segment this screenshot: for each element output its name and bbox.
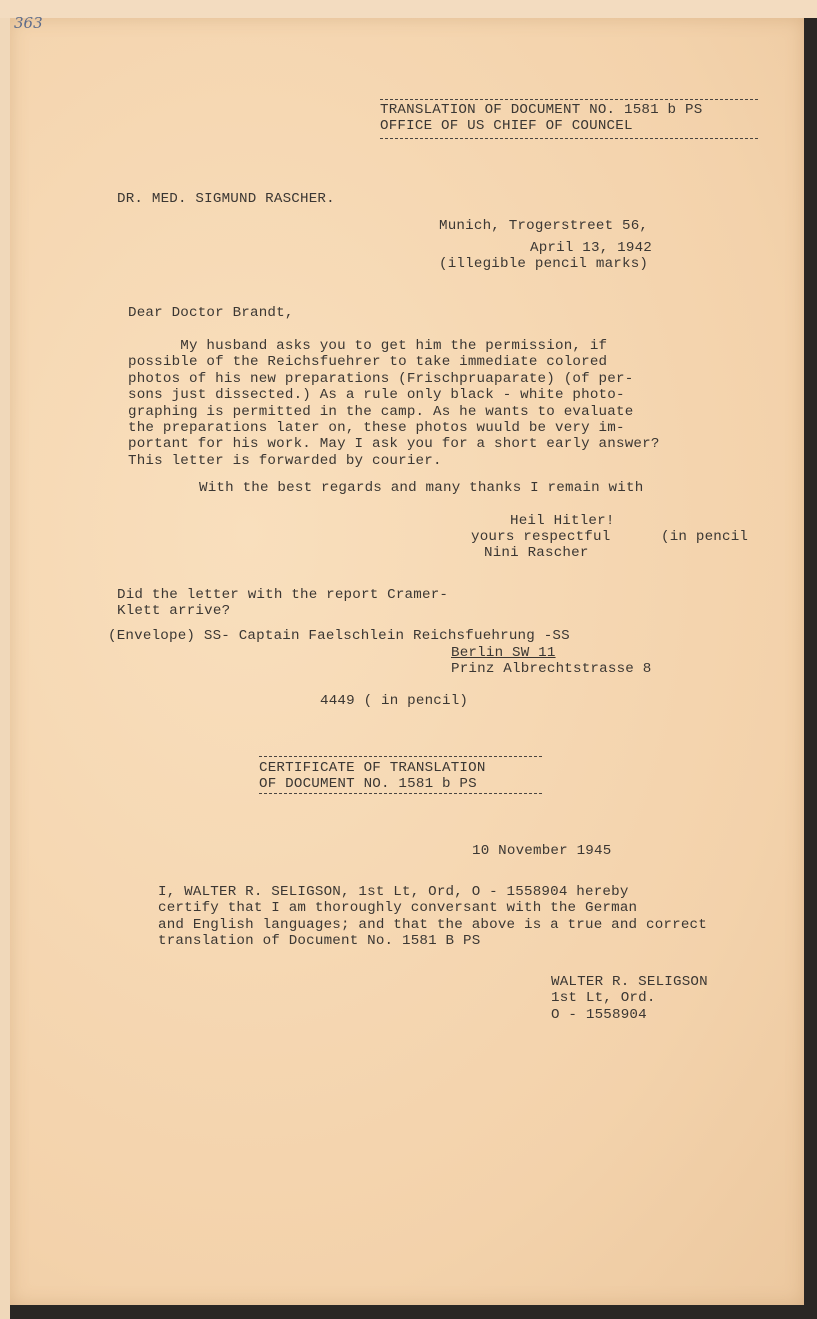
translator-signature xyxy=(551,974,708,1023)
envelope-street: Prinz Albrechtstrasse 8 xyxy=(451,661,652,677)
certificate-rule-top xyxy=(259,756,542,757)
document-page xyxy=(10,18,804,1305)
address-date: April 13, 1942 xyxy=(530,240,652,256)
certificate-title-line-1: CERTIFICATE OF TRANSLATION xyxy=(259,760,486,776)
scan-edge-top xyxy=(0,0,817,18)
letter-body xyxy=(128,338,660,469)
certificate-line: I, WALTER R. SELIGSON, 1st Lt, Ord, O - 1558904 hereby xyxy=(158,884,629,900)
signoff-pencil-note: (in pencil xyxy=(661,529,749,545)
body-line: portant for his work. May I ask you for a short early answer? xyxy=(128,436,660,453)
signoff-greeting: Heil Hitler! xyxy=(510,513,615,529)
translator-serial: O - 1558904 xyxy=(551,1006,647,1023)
body-line: photos of his new preparations (Frischpruaparate) (of per- xyxy=(128,370,634,387)
header-line-2: OFFICE OF US CHIEF OF COUNCEL xyxy=(380,118,633,135)
signoff-name: Nini Rascher xyxy=(484,545,589,561)
address-note: (illegible pencil marks) xyxy=(439,256,649,272)
closing-line: With the best regards and many thanks I remain with xyxy=(199,480,644,496)
translator-name: WALTER R. SELIGSON xyxy=(551,974,708,990)
postscript-line-1: Did the letter with the report Cramer- xyxy=(117,587,449,603)
certificate-title-line-2: OF DOCUMENT NO. 1581 b PS xyxy=(259,776,477,793)
body-line: the preparations later on, these photos wuuld be very im- xyxy=(128,420,625,437)
header-rule-bottom xyxy=(380,138,758,139)
body-line: sons just dissected.) As a rule only black - white photo- xyxy=(128,387,625,404)
body-line: My husband asks you to get him the permission, if xyxy=(128,338,608,354)
salutation: Dear Doctor Brandt, xyxy=(128,305,294,321)
body-line: This letter is forwarded by courier. xyxy=(128,452,442,469)
header-line-1: TRANSLATION OF DOCUMENT NO. 1581 b PS xyxy=(380,102,703,118)
scan-edge-left xyxy=(0,0,10,1319)
pencil-number: 4449 ( in pencil) xyxy=(320,693,469,709)
envelope-city: Berlin SW 11 xyxy=(451,645,556,661)
address-line-1: Munich, Trogerstreet 56, xyxy=(439,218,649,234)
page-number-pencil: 363 xyxy=(14,14,43,32)
certificate-line: certify that I am thoroughly conversant with the German xyxy=(158,900,638,917)
certificate-line: translation of Document No. 1581 B PS xyxy=(158,933,481,950)
certificate-rule-bottom xyxy=(259,793,542,794)
header-rule-top xyxy=(380,99,758,100)
postscript xyxy=(117,587,448,620)
certificate-date: 10 November 1945 xyxy=(472,843,612,859)
body-line: graphing is permitted in the camp. As he wants to evaluate xyxy=(128,403,634,420)
sender-name: DR. MED. SIGMUND RASCHER. xyxy=(117,191,335,207)
certificate-body xyxy=(158,884,707,950)
translator-rank: 1st Lt, Ord. xyxy=(551,990,656,1007)
envelope-line-1: (Envelope) SS- Captain Faelschlein Reichsfuehrung -SS xyxy=(108,628,570,644)
certificate-line: and English languages; and that the above is a true and correct xyxy=(158,916,707,933)
body-line: possible of the Reichsfuehrer to take immediate colored xyxy=(128,354,608,371)
signoff-respectful: yours respectful xyxy=(471,529,611,545)
document-header xyxy=(380,102,702,135)
certificate-title xyxy=(259,760,486,793)
postscript-line-2: Klett arrive? xyxy=(117,603,231,620)
